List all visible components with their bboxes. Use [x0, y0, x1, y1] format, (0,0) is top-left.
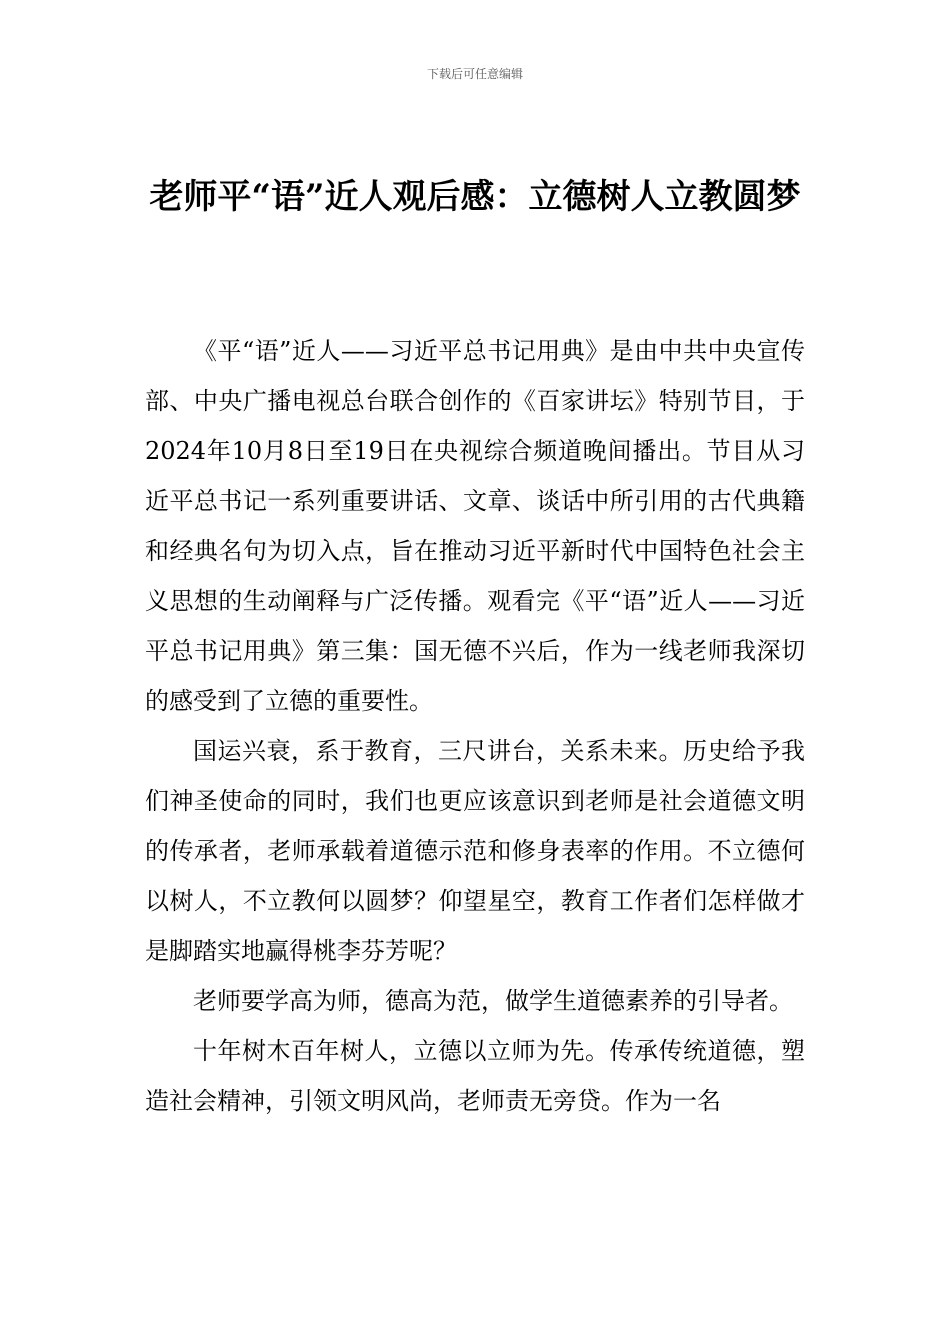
document-title: 老师平“语”近人观后感：立德树人立教圆梦 [149, 177, 801, 217]
document-body [145, 326, 805, 1126]
header-note: 下载后可任意编辑 [426, 67, 523, 81]
paragraph: 十年树木百年树人，立德以立师为先。传承传统道德，塑造社会精神，引领文明风尚，老师责无旁贷。作为一名 [145, 1037, 805, 1115]
paragraph: 《平“语”近人——习近平总书记用典》是由中共中央宣传部、中央广播电视总台联合创作的《百家讲坛》特别节目，于2024年10月8日至19日在央视综合频道晚间播出。节目从习近平总书记一系列重要讲话、文章、谈话中所引用的古代典籍和经典名句为切入点，旨在推动习近平新时代中国特色社会主义思想的生动阐释与广泛传播。观看完《平“语”近人——习近平总书记用典》第三集：国无德不兴后，作为一线老师我深切的感受到了立德的重要性。 [145, 337, 805, 715]
paragraph: 老师要学高为师，德高为范，做学生道德素养的引导者。 [193, 987, 793, 1015]
paragraph: 国运兴衰，系于教育，三尺讲台，关系未来。历史给予我们神圣使命的同时，我们也更应该意识到老师是社会道德文明的传承者，老师承载着道德示范和修身表率的作用。不立德何以树人，不立教何以圆梦？仰望星空，教育工作者们怎样做才是脚踏实地赢得桃李芬芳呢？ [145, 737, 805, 965]
